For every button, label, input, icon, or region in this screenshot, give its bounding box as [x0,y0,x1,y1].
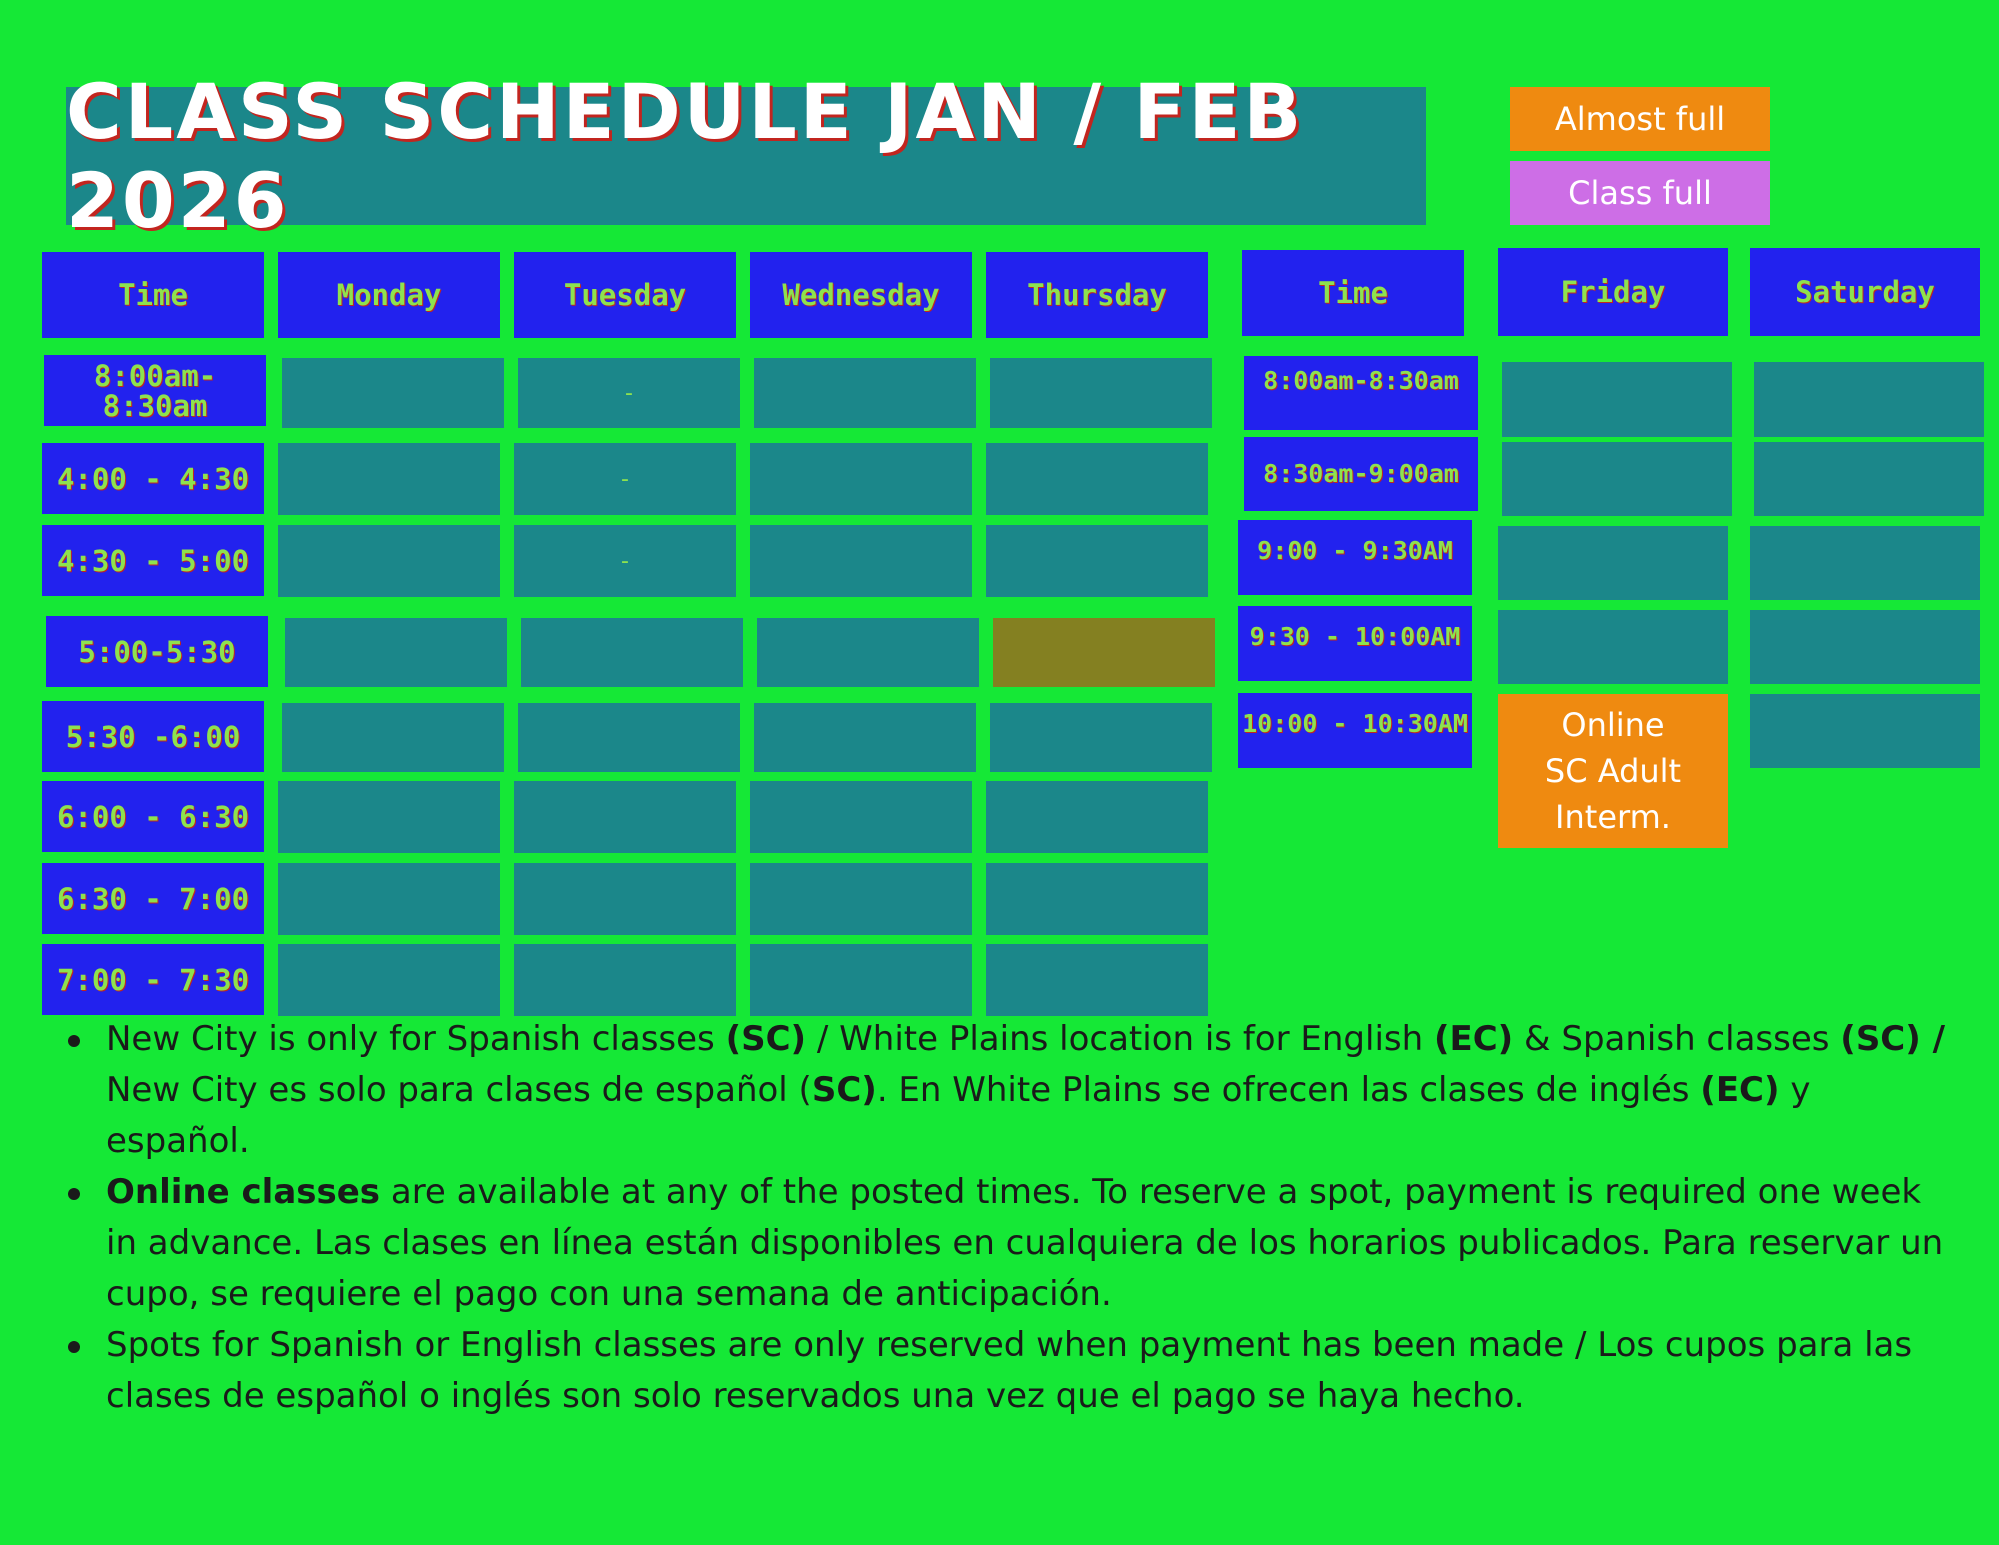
schedule-cell [278,863,500,935]
note-bold-text: (SC) / [1840,1019,1946,1059]
header-monday: Monday [278,252,500,338]
schedule-cell [278,525,500,597]
schedule-cell [986,443,1208,515]
note-bold-text: SC) [811,1070,877,1110]
schedule-cell [521,618,743,687]
schedule-cell [1498,610,1728,684]
schedule-cell [986,781,1208,853]
schedule-cell [757,618,979,687]
schedule-cell [1754,442,1984,516]
schedule-cell [986,525,1208,597]
header-tuesday: Tuesday [514,252,736,338]
schedule-cell [1750,526,1980,600]
schedule-cell [986,863,1208,935]
schedule-cell [278,781,500,853]
schedule-cell [285,618,507,687]
schedule-cell: - [518,358,740,428]
legend-class-full: Class full [1510,161,1770,225]
schedule-cell [514,781,736,853]
note-text: are available at any of the posted times. To reserve a spot, payment is required one week in advance. Las clases en línea están disponibles en cualquiera de los horarios publicados. Para reservar un cupo, se requiere el pago con una semana de anticipación. [106,1172,1944,1314]
time-slot: 8:30am-9:00am [1244,437,1478,511]
schedule-cell [750,863,972,935]
time-slot: 6:30 - 7:00 [42,863,264,934]
notes-list [60,1014,1960,1422]
header-thursday: Thursday [986,252,1208,338]
header-wednesday: Wednesday [750,252,972,338]
schedule-cell [282,358,504,428]
time-slot: 8:00am-8:30am [1244,356,1478,430]
title-banner [66,67,1426,245]
note-text: & Spanish classes [1513,1019,1841,1059]
note-item [60,1014,1960,1167]
note-item [60,1320,1960,1422]
note-bold-text: (EC) [1433,1019,1514,1059]
schedule-cell [282,703,504,772]
time-slot: 4:30 - 5:00 [42,525,264,596]
schedule-cell [750,781,972,853]
schedule-cell [990,703,1212,772]
note-text: New City is only for Spanish classes [106,1019,726,1059]
schedule-cell [278,443,500,515]
legend-almost-full: Almost full [1510,87,1770,151]
note-bold-text: Online classes [106,1172,381,1212]
time-slot: 8:00am- 8:30am [44,355,266,426]
schedule-cell [754,703,976,772]
note-text: New City es solo para clases de español ( [106,1070,812,1110]
schedule-cell [750,525,972,597]
time-slot: 9:30 - 10:00AM [1238,606,1472,681]
schedule-cell [986,944,1208,1016]
schedule-cell [750,443,972,515]
weekend-header-time: Time [1242,250,1464,336]
page-title: CLASS SCHEDULE JAN / FEB 2026 [66,67,1305,245]
schedule-cell [750,944,972,1016]
header-friday: Friday [1498,248,1728,336]
weekday-header-time: Time [42,252,264,338]
note-text: Spots for Spanish or English classes are only reserved when payment has been made / Los cupos para las clases de español o inglés son solo reservados una vez que el pago se haya hecho. [106,1325,1913,1416]
time-slot: 4:00 - 4:30 [42,443,264,514]
time-slot: 6:00 - 6:30 [42,781,264,852]
schedule-cell-highlighted [993,618,1215,687]
schedule-cell [1750,610,1980,684]
schedule-cell [990,358,1212,428]
note-bold-text: (EC) [1700,1070,1780,1110]
schedule-cell [754,358,976,428]
schedule-cell [518,703,740,772]
schedule-cell [1754,362,1984,437]
time-slot: 7:00 - 7:30 [42,944,264,1015]
note-item [60,1167,1960,1320]
note-text: y español. [106,1070,1811,1161]
schedule-cell [1502,362,1732,437]
schedule-cell [514,944,736,1016]
schedule-cell [514,863,736,935]
note-bold-text: (SC) [725,1019,807,1059]
note-text: . En White Plains se ofrecen las clases de inglés [876,1070,1701,1110]
schedule-cell: - [514,525,736,597]
note-text: / White Plains location is for English [806,1019,1434,1059]
schedule-cell [278,944,500,1016]
time-slot: 9:00 - 9:30AM [1238,520,1472,595]
time-slot: 5:00-5:30 [46,616,268,687]
schedule-cell [1750,694,1980,768]
time-slot: 10:00 - 10:30AM [1238,693,1472,768]
schedule-cell: - [514,443,736,515]
header-saturday: Saturday [1750,248,1980,336]
time-slot: 5:30 -6:00 [42,701,264,772]
schedule-cell-almost-full: Online SC Adult Interm. [1498,694,1728,848]
schedule-cell [1498,526,1728,600]
schedule-cell [1502,442,1732,516]
